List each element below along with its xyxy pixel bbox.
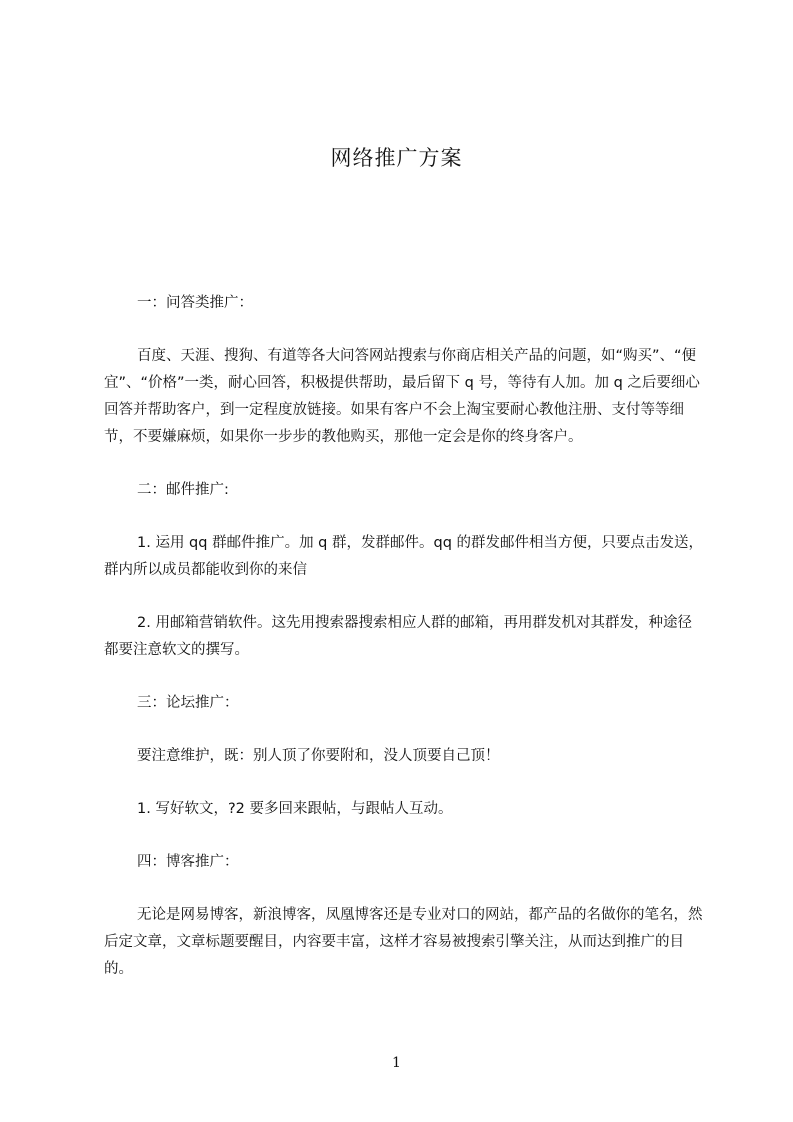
page-number: 1 (392, 1055, 401, 1071)
document-body (104, 290, 704, 1009)
document-title: 网络推广方案 (330, 146, 463, 170)
section-heading-email: 二：邮件推广: (137, 482, 229, 498)
section-heading-blog: 四：博客推广： (137, 854, 239, 870)
paragraph-forum: 要注意维护，既：别人顶了你要附和，没人顶要自己顶！ (137, 748, 500, 764)
paragraph-email-item-2: 2. 用邮箱营销软件。这先用搜索器搜索相应人群的邮箱，再用群发机对其群发，种途径都要注意软文的撰写。 (104, 615, 692, 658)
paragraph-email-item-1: 1. 运用 qq 群邮件推广。加 q 群，发群邮件。qq 的群发邮件相当方便，只要点击发送，群内所以成员都能收到你的来信 (104, 535, 704, 578)
section-heading-forum: 三：论坛推广： (137, 695, 239, 711)
paragraph-forum-item-1: 1. 写好软文，?2 要多回来跟帖，与跟帖人互动。 (137, 801, 453, 817)
paragraph-qa: 百度、天涯、搜狗、有道等各大问答网站搜索与你商店相关产品的问题，如“购买”、“便宜”、“价格”一类，耐心回答，积极提供帮助，最后留下 q 号，等待有人加。加 q 之后要细心回答并帮助客户，到一定程度放链接。如果有客户不会上淘宝要耐心教他注册、支付等等细节，不要嫌麻烦，如果你一步步的教他购买，那他一定会是你的终身客户。 (104, 348, 700, 445)
section-heading-qa: 一：问答类推广： (137, 295, 253, 311)
paragraph-blog: 无论是网易博客，新浪博客，凤凰博客还是专业对口的网站，都产品的名做你的笔名，然后定文章，文章标题要醒目，内容要丰富，这样才容易被搜索引擎关注，从而达到推广的目的。 (104, 907, 703, 977)
